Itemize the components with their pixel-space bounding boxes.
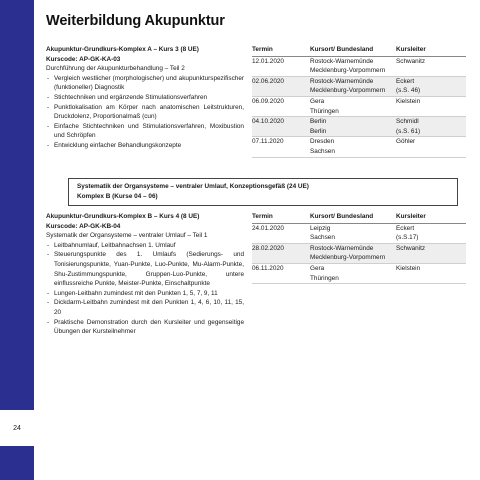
cell-lead [396, 56, 466, 76]
place-city: Dresden [310, 138, 335, 146]
place-state: Thüringen [310, 274, 339, 282]
list-item: - Stichtechniken und ergänzende Stimulationsverfahren [46, 93, 244, 103]
list-item: - Vergleich westlicher (morphologischer) und akupunkturspezifischer (funktioneller) Diagnostik [46, 74, 244, 93]
place-state: Mecklenburg-Vorpommern [310, 67, 386, 75]
cell-date: 24.01.2020 [252, 223, 310, 243]
cell-lead [396, 263, 466, 283]
course-b-points [46, 241, 244, 337]
place-state: Berlin [310, 127, 327, 135]
section-box-line1: Systematik der Organsysteme – ventraler Umlauf, Konzeptionsgefäß (24 UE) [77, 183, 309, 190]
lead-ref: (s.S. 46) [396, 87, 421, 95]
table-row [252, 76, 466, 96]
list-item: - Punktlokalisation am Körper nach anatomischen Leitstrukturen, Druckdolenz, Proportionalmaß (cun) [46, 103, 244, 122]
cell-date: 12.01.2020 [252, 56, 310, 76]
table-row [252, 117, 466, 137]
header-lead: Kursleiter [396, 45, 466, 56]
cell-date: 02.06.2020 [252, 76, 310, 96]
course-a [46, 45, 466, 158]
course-a-info [46, 45, 244, 158]
cell-place [310, 243, 396, 263]
page-title: Weiterbildung Akupunktur [46, 13, 225, 29]
lead-name: Schwanitz [396, 244, 426, 252]
cell-date: 07.11.2020 [252, 137, 310, 157]
lead-name: Kielstein [396, 264, 421, 272]
lead-name: Schmidl [396, 118, 419, 126]
course-b [46, 212, 466, 337]
cell-place [310, 56, 396, 76]
place-city: Leipzig [310, 224, 331, 232]
table-row [252, 223, 466, 243]
cell-place [310, 223, 396, 243]
cell-lead [396, 243, 466, 263]
cell-place [310, 76, 396, 96]
list-item: - Entwicklung einfacher Behandlungskonzepte [46, 141, 244, 151]
table-row [252, 56, 466, 76]
schedule-table [252, 212, 466, 284]
cell-place [310, 263, 396, 283]
list-item: - Dickdarm-Leitbahn zumindest mit den Punkten 1, 4, 6, 10, 11, 15, 20 [46, 298, 244, 317]
table-row [252, 137, 466, 157]
course-a-heading: Akupunktur-Grundkurs-Komplex A – Kurs 3 (8 UE) [46, 46, 199, 53]
course-a-schedule [252, 45, 466, 158]
lead-name: Eckert [396, 77, 415, 85]
course-a-points [46, 74, 244, 151]
list-item: - Leitbahnumlauf, Leitbahnachsen 1. Umlauf [46, 241, 244, 251]
section-box [68, 178, 458, 206]
list-item: - Steuerungspunkte des 1. Umlaufs (Sedierungs- und Tonisierungspunkte, Yuan-Punkte, Luo-Punkte, Mu-Alarm-Punkte, Shu-Zustimmungspunkte, Gruppen-Luo-Punkte, untere einflussreiche Punkte, Meister-Punkte, Einschaltpunkte [46, 250, 244, 288]
table-row [252, 263, 466, 283]
place-city: Berlin [310, 118, 327, 126]
lead-name: Kielstein [396, 97, 421, 105]
header-lead: Kursleiter [396, 212, 466, 223]
header-place: Kursort/ Bundesland [310, 212, 396, 223]
lead-name: Göhler [396, 138, 416, 146]
course-b-info [46, 212, 244, 337]
list-item: - Einfache Stichtechniken und Stimulationsverfahren, Moxibustion und Schröpfen [46, 122, 244, 141]
place-city: Rostock-Warnemünde [310, 77, 374, 85]
lead-ref: (s.S.17) [396, 234, 419, 242]
header-date: Termin [252, 45, 310, 56]
course-b-heading: Akupunktur-Grundkurs-Komplex B – Kurs 4 (8 UE) [46, 213, 200, 220]
place-state: Mecklenburg-Vorpommern [310, 254, 386, 262]
lead-name: Schwanitz [396, 57, 426, 65]
cell-date: 06.11.2020 [252, 263, 310, 283]
place-state: Sachsen [310, 234, 335, 242]
course-b-schedule [252, 212, 466, 337]
course-b-description: Systematik der Organsysteme – ventraler Umlauf – Teil 1 [46, 232, 208, 240]
cell-lead [396, 223, 466, 243]
cell-place [310, 96, 396, 116]
place-city: Gera [310, 264, 325, 272]
list-item: - Lungen-Leitbahn zumindest mit den Punkten 1, 5, 7, 9, 11 [46, 289, 244, 299]
place-city: Rostock-Warnemünde [310, 57, 374, 65]
lead-name: Eckert [396, 224, 415, 232]
schedule-table [252, 45, 466, 158]
table-row [252, 243, 466, 263]
header-date: Termin [252, 212, 310, 223]
place-state: Sachsen [310, 147, 335, 155]
cell-date: 04.10.2020 [252, 117, 310, 137]
place-state: Thüringen [310, 107, 339, 115]
cell-date: 06.09.2020 [252, 96, 310, 116]
course-a-description: Durchführung der Akupunkturbehandlung – Teil 2 [46, 65, 185, 73]
table-row [252, 96, 466, 116]
section-box-line2: Komplex B (Kurse 04 – 06) [77, 192, 158, 200]
list-item: - Praktische Demonstration durch den Kursleiter und gegenseitige Übungen der Kursteilnehmer [46, 318, 244, 337]
header-place: Kursort/ Bundesland [310, 45, 396, 56]
lead-ref: (s.S. 61) [396, 127, 421, 135]
cell-date: 28.02.2020 [252, 243, 310, 263]
course-a-code: Kurscode: AP-GK-KA-03 [46, 55, 121, 63]
place-city: Gera [310, 97, 325, 105]
course-b-code: Kurscode: AP-GK-KB-04 [46, 222, 121, 230]
cell-lead [396, 96, 466, 116]
cell-lead [396, 117, 466, 137]
place-state: Mecklenburg-Vorpommern [310, 87, 386, 95]
cell-lead [396, 137, 466, 157]
cell-place [310, 117, 396, 137]
sidebar-band [0, 0, 34, 480]
page-number: 24 [0, 410, 34, 446]
cell-place [310, 137, 396, 157]
cell-lead [396, 76, 466, 96]
place-city: Rostock-Warnemünde [310, 244, 374, 252]
